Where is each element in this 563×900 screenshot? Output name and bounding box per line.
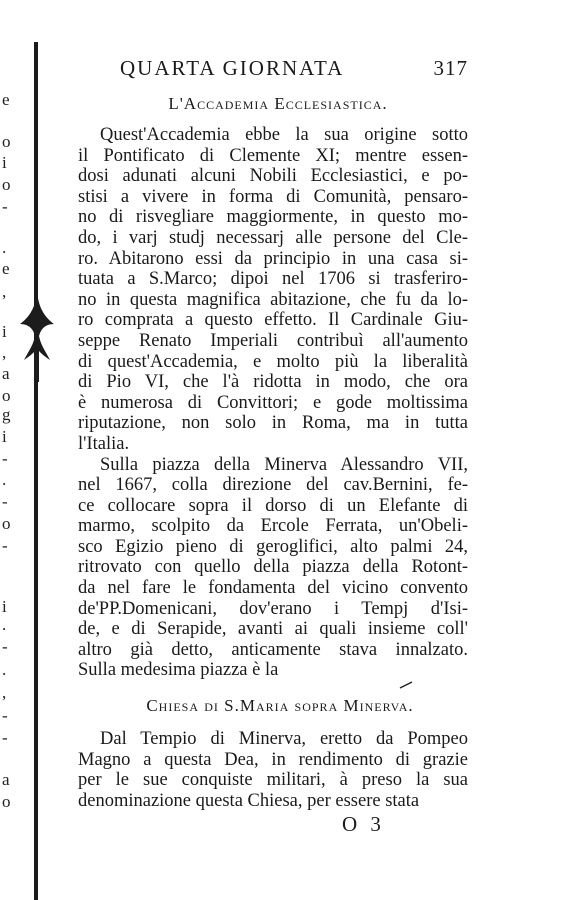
gutter-char: a <box>2 364 10 383</box>
gutter-char: - <box>2 706 8 725</box>
gutter-char: - <box>2 492 8 511</box>
running-title: QUARTA GIORNATA <box>120 56 345 80</box>
gutter-char: o <box>2 175 11 194</box>
gutter-char: . <box>2 660 7 679</box>
gutter-char: - <box>2 449 8 468</box>
gutter-char: . <box>2 615 7 634</box>
gutter-char: a <box>2 770 10 789</box>
facing-page-margin-text <box>0 0 22 900</box>
text-line: Dal Tempio di Minerva, eretto da Pompeo <box>100 729 468 750</box>
paragraph-piazza-minerva <box>78 455 468 682</box>
text-line: per le sue conquiste militari, à preso la sua <box>78 770 468 791</box>
text-line: ro. Abitarono essi da principio in una casa si- <box>78 248 468 269</box>
section-heading-chiesa: Chiesa di S.Maria sopra Minerva. <box>146 696 414 716</box>
gutter-char: , <box>2 343 7 362</box>
text-line: di Pio VI, che l'à ridotta in modo, che ora <box>78 372 468 393</box>
text-line: no di risvegliare maggiormente, in questo mo- <box>78 207 468 228</box>
gutter-char: . <box>2 470 7 489</box>
text-line: Sulla piazza della Minerva Alessandro VII, <box>100 454 468 475</box>
page-number: 317 <box>433 56 468 80</box>
text-line: dosi adunati alcuni Nobili Ecclesiastici, e po- <box>78 166 468 187</box>
gutter-char: , <box>2 282 7 301</box>
ink-stroke-mark <box>398 680 414 690</box>
signature-mark: O 3 <box>342 812 385 836</box>
gutter-char: o <box>2 792 11 811</box>
text-line: di quest'Accademia, e molto più la liberalità <box>78 351 468 372</box>
gutter-char: i <box>2 153 7 172</box>
text-line: l'Italia. <box>78 433 130 454</box>
gutter-char: i <box>2 597 7 616</box>
paragraph-chiesa <box>78 729 468 811</box>
running-head <box>78 55 468 85</box>
gutter-char: i <box>2 322 7 341</box>
gutter-char: - <box>2 536 8 555</box>
gutter-char: o <box>2 386 11 405</box>
text-line: ritrovato con quello della piazza della Rotont- <box>78 557 468 578</box>
binding-line <box>34 42 38 900</box>
text-line: da nel fare le fondamenta del vicino convento <box>78 578 468 599</box>
text-line: altro già detto, anticamente stava innalzato. <box>78 639 468 660</box>
section-heading: L'Accademia Ecclesiastica. <box>168 94 388 113</box>
text-line: seppe Renato Imperiali contribuì all'aumento <box>78 330 468 351</box>
gutter-char: e <box>2 90 10 109</box>
gutter-char: - <box>2 728 8 747</box>
text-line: Magno a questa Dea, in rendimento di grazie <box>78 749 468 770</box>
gutter-char: g <box>2 405 11 424</box>
text-line: il Pontificato di Clemente XI; mentre essen- <box>78 145 468 166</box>
book-page <box>78 55 468 811</box>
paragraph-accademia <box>78 125 468 455</box>
text-line: de'PP.Domenicani, dov'erano i Tempj d'Isi- <box>78 598 468 619</box>
gutter-char: - <box>2 637 8 656</box>
text-line: denominazione questa Chiesa, per essere stata <box>78 790 420 811</box>
gutter-char: - <box>2 197 8 216</box>
text-line: è numerosa di Convittori; e gode moltissima <box>78 392 468 413</box>
fleuron-ornament <box>16 290 58 382</box>
text-line: riputazione, non solo in Roma, ma in tutta <box>78 413 468 434</box>
gutter-char: , <box>2 683 7 702</box>
text-line: marmo, scolpito da Ercole Ferrata, un'Obeli- <box>78 516 468 537</box>
text-line: ce collocare sopra il dorso di un Elefante di <box>78 495 468 516</box>
text-line: Sulla medesima piazza è la <box>78 660 279 681</box>
text-line: nel 1667, colla direzione del cav.Bernini, fe- <box>78 475 468 496</box>
gutter-char: e <box>2 259 10 278</box>
text-line: no in questa magnifica abitazione, che fu da lo- <box>78 289 468 310</box>
gutter-char: o <box>2 514 11 533</box>
text-line: ro comprata a questo effetto. Il Cardinale Giu- <box>78 310 468 331</box>
text-line: sco Egizio pieno di geroglifici, alto palmi 24, <box>78 536 468 557</box>
gutter-char: o <box>2 132 11 151</box>
text-line: tuata a S.Marco; dipoi nel 1706 si trasferiro- <box>78 269 468 290</box>
gutter-char: . <box>2 238 7 257</box>
text-line: do, i varj studj necessarj alle persone del Cle- <box>78 227 468 248</box>
text-line: de, e di Serapide, avanti ai quali insieme coll' <box>78 619 468 640</box>
text-line: stisi a vivere in forma di Comunità, pensaro- <box>78 186 468 207</box>
gutter-char: i <box>2 427 7 446</box>
text-line: Quest'Accademia ebbe la sua origine sotto <box>100 125 468 145</box>
